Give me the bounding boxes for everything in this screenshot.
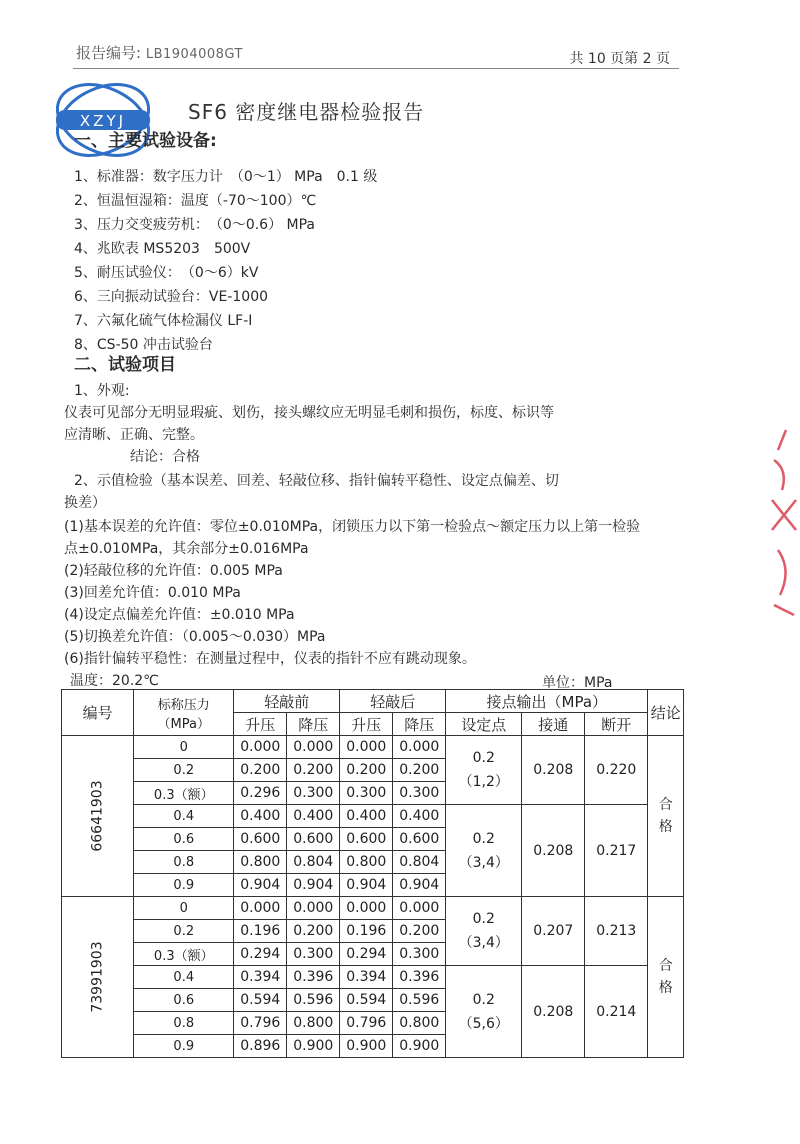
header-no: 编号	[62, 690, 134, 736]
header-nominal-label: 标称压力	[157, 697, 210, 713]
after-rise-cell: 0.600	[340, 828, 393, 851]
after-fall-cell: 0.200	[393, 759, 446, 782]
contact-on-cell: 0.208	[522, 966, 585, 1058]
header-after: 轻敲后	[340, 690, 446, 713]
nominal-pressure-cell: 0.3（额）	[134, 943, 234, 966]
table-row	[62, 736, 684, 759]
indication-title: 换差）	[64, 495, 106, 511]
before-rise-cell: 0.400	[234, 805, 287, 828]
after-rise-cell: 0.900	[340, 1035, 393, 1058]
header-divider	[73, 68, 679, 69]
header-setpoint: 设定点	[446, 713, 522, 736]
header-rise: 升压	[234, 713, 287, 736]
appearance-text: 仪表可见部分无明显瑕疵、划伤，接头螺纹应无明显毛刺和损伤，标度、标识等	[64, 405, 554, 421]
before-fall-cell: 0.000	[287, 736, 340, 759]
after-fall-cell: 0.400	[393, 805, 446, 828]
requirement: (5)切换差允许值：（0.005～0.030）MPa	[64, 629, 326, 645]
header-contact: 接点输出（MPa）	[446, 690, 648, 713]
temperature: 温度：20.2℃	[70, 673, 159, 689]
conclusion-cell	[648, 736, 684, 897]
after-fall-cell: 0.900	[393, 1035, 446, 1058]
before-rise-cell: 0.796	[234, 1012, 287, 1035]
after-rise-cell: 0.294	[340, 943, 393, 966]
report-number-value: LB1904008GT	[145, 47, 243, 62]
after-fall-cell: 0.800	[393, 1012, 446, 1035]
after-fall-cell: 0.300	[393, 782, 446, 805]
equipment-item: 6、三向振动试验台：VE-1000	[74, 289, 269, 305]
logo-text: XZYJ	[79, 112, 127, 130]
serial-number-cell	[62, 736, 134, 897]
requirement: (2)轻敲位移的允许值：0.005 MPa	[64, 563, 283, 579]
nominal-pressure-cell: 0.2	[134, 759, 234, 782]
conclusion-value: 合格	[658, 797, 673, 835]
before-fall-cell: 0.396	[287, 966, 340, 989]
after-rise-cell: 0.196	[340, 920, 393, 943]
nominal-pressure-cell: 0.6	[134, 828, 234, 851]
serial-number-cell	[62, 897, 134, 1058]
after-fall-cell: 0.904	[393, 874, 446, 897]
requirement: 点±0.010MPa，其余部分±0.016MPa	[64, 541, 309, 557]
after-rise-cell: 0.000	[340, 736, 393, 759]
before-fall-cell: 0.300	[287, 782, 340, 805]
table-row	[62, 805, 684, 828]
equipment-item: 8、CS-50 冲击试验台	[74, 337, 213, 353]
contact-off-cell: 0.220	[585, 736, 648, 805]
after-fall-cell: 0.596	[393, 989, 446, 1012]
nominal-pressure-cell: 0	[134, 736, 234, 759]
document-title: SF6 密度继电器检验报告	[188, 100, 425, 124]
setpoint-cell	[446, 805, 522, 897]
after-rise-cell: 0.800	[340, 851, 393, 874]
setpoint-cell	[446, 736, 522, 805]
header-nominal-unit: （MPa）	[157, 716, 210, 732]
before-rise-cell: 0.896	[234, 1035, 287, 1058]
header-off: 断开	[585, 713, 648, 736]
requirement: (4)设定点偏差允许值：±0.010 MPa	[64, 607, 295, 623]
seal-stamp	[768, 420, 800, 620]
header-conclusion: 结论	[648, 690, 684, 736]
after-rise-cell: 0.400	[340, 805, 393, 828]
contact-on-cell: 0.208	[522, 805, 585, 897]
section1-heading: 一、主要试验设备:	[74, 131, 217, 151]
after-rise-cell: 0.394	[340, 966, 393, 989]
header-before: 轻敲前	[234, 690, 340, 713]
nominal-pressure-cell: 0.9	[134, 1035, 234, 1058]
equipment-item: 3、压力交变疲劳机： （0～0.6） MPa	[74, 217, 316, 233]
conclusion-value: 合格	[658, 958, 673, 996]
nominal-pressure-cell: 0.3（额）	[134, 782, 234, 805]
before-fall-cell: 0.900	[287, 1035, 340, 1058]
after-fall-cell: 0.300	[393, 943, 446, 966]
before-fall-cell: 0.000	[287, 897, 340, 920]
serial-number: 73991903	[89, 941, 106, 1013]
before-rise-cell: 0.904	[234, 874, 287, 897]
before-fall-cell: 0.804	[287, 851, 340, 874]
after-rise-cell: 0.594	[340, 989, 393, 1012]
unit-label: 单位：MPa	[542, 675, 613, 691]
before-fall-cell: 0.904	[287, 874, 340, 897]
header-fall: 降压	[393, 713, 446, 736]
equipment-item: 1、标准器：数字压力计 （0～1） MPa 0.1 级	[74, 169, 378, 185]
setpoint-value: 0.2	[472, 830, 495, 847]
nominal-pressure-cell: 0.4	[134, 966, 234, 989]
report-number	[76, 42, 243, 63]
contact-pair: （1,2）	[458, 774, 509, 790]
after-rise-cell: 0.000	[340, 897, 393, 920]
before-rise-cell: 0.600	[234, 828, 287, 851]
nominal-pressure-cell: 0.4	[134, 805, 234, 828]
equipment-item: 4、兆欧表 MS5203 500V	[74, 241, 251, 257]
before-rise-cell: 0.296	[234, 782, 287, 805]
before-fall-cell: 0.200	[287, 759, 340, 782]
before-fall-cell: 0.300	[287, 943, 340, 966]
nominal-pressure-cell: 0.9	[134, 874, 234, 897]
page-info: 共 10 页第 2 页	[569, 51, 670, 67]
contact-on-cell: 0.208	[522, 736, 585, 805]
before-rise-cell: 0.000	[234, 736, 287, 759]
requirement: (1)基本误差的允许值：零位±0.010MPa，闭锁压力以下第一检验点～额定压力以上第一检验	[64, 519, 641, 535]
conclusion-cell	[648, 897, 684, 1058]
appearance-conclusion: 结论：合格	[130, 449, 200, 465]
after-fall-cell: 0.600	[393, 828, 446, 851]
nominal-pressure-cell: 0.8	[134, 1012, 234, 1035]
serial-number: 66641903	[89, 780, 106, 852]
after-rise-cell: 0.796	[340, 1012, 393, 1035]
setpoint-cell	[446, 966, 522, 1058]
contact-off-cell: 0.214	[585, 966, 648, 1058]
table-row	[62, 966, 684, 989]
header-nominal	[134, 690, 234, 736]
equipment-item: 5、耐压试验仪： （0～6）kV	[74, 265, 259, 281]
contact-pair: （5,6）	[458, 1015, 509, 1032]
header-rise: 升压	[340, 713, 393, 736]
before-rise-cell: 0.594	[234, 989, 287, 1012]
equipment-item: 2、恒温恒湿箱：温度（-70～100）℃	[74, 193, 317, 209]
header-on: 接通	[522, 713, 585, 736]
before-rise-cell: 0.196	[234, 920, 287, 943]
nominal-pressure-cell: 0	[134, 897, 234, 920]
after-rise-cell: 0.200	[340, 759, 393, 782]
setpoint-cell	[446, 897, 522, 966]
header-fall: 降压	[287, 713, 340, 736]
test-results-table	[61, 689, 684, 1058]
after-fall-cell: 0.396	[393, 966, 446, 989]
before-rise-cell: 0.394	[234, 966, 287, 989]
before-fall-cell: 0.596	[287, 989, 340, 1012]
after-fall-cell: 0.804	[393, 851, 446, 874]
table-row	[62, 897, 684, 920]
requirement: (3)回差允许值：0.010 MPa	[64, 585, 241, 601]
after-rise-cell: 0.300	[340, 782, 393, 805]
before-fall-cell: 0.400	[287, 805, 340, 828]
nominal-pressure-cell: 0.8	[134, 851, 234, 874]
setpoint-value: 0.2	[472, 991, 495, 1008]
before-rise-cell: 0.800	[234, 851, 287, 874]
setpoint-value: 0.2	[472, 911, 495, 927]
appearance-title: 1、外观:	[74, 383, 130, 399]
equipment-item: 7、六氟化硫气体检漏仪 LF-Ⅰ	[74, 313, 253, 329]
requirement: (6)指针偏转平稳性：在测量过程中，仪表的指针不应有跳动现象。	[64, 651, 476, 667]
section2-heading: 二、试验项目	[74, 355, 176, 375]
after-fall-cell: 0.000	[393, 897, 446, 920]
after-fall-cell: 0.000	[393, 736, 446, 759]
setpoint-value: 0.2	[472, 750, 495, 766]
before-rise-cell: 0.200	[234, 759, 287, 782]
nominal-pressure-cell: 0.6	[134, 989, 234, 1012]
indication-title: 2、示值检验（基本误差、回差、轻敲位移、指针偏转平稳性、设定点偏差、切	[74, 473, 559, 489]
contact-pair: （3,4）	[458, 854, 509, 871]
before-rise-cell: 0.000	[234, 897, 287, 920]
before-fall-cell: 0.600	[287, 828, 340, 851]
contact-off-cell: 0.217	[585, 805, 648, 897]
contact-off-cell: 0.213	[585, 897, 648, 966]
contact-pair: （3,4）	[458, 935, 509, 951]
before-fall-cell: 0.800	[287, 1012, 340, 1035]
after-fall-cell: 0.200	[393, 920, 446, 943]
before-fall-cell: 0.200	[287, 920, 340, 943]
appearance-text: 应清晰、正确、完整。	[64, 427, 204, 443]
after-rise-cell: 0.904	[340, 874, 393, 897]
contact-on-cell: 0.207	[522, 897, 585, 966]
before-rise-cell: 0.294	[234, 943, 287, 966]
report-number-label: 报告编号:	[76, 44, 142, 62]
nominal-pressure-cell: 0.2	[134, 920, 234, 943]
